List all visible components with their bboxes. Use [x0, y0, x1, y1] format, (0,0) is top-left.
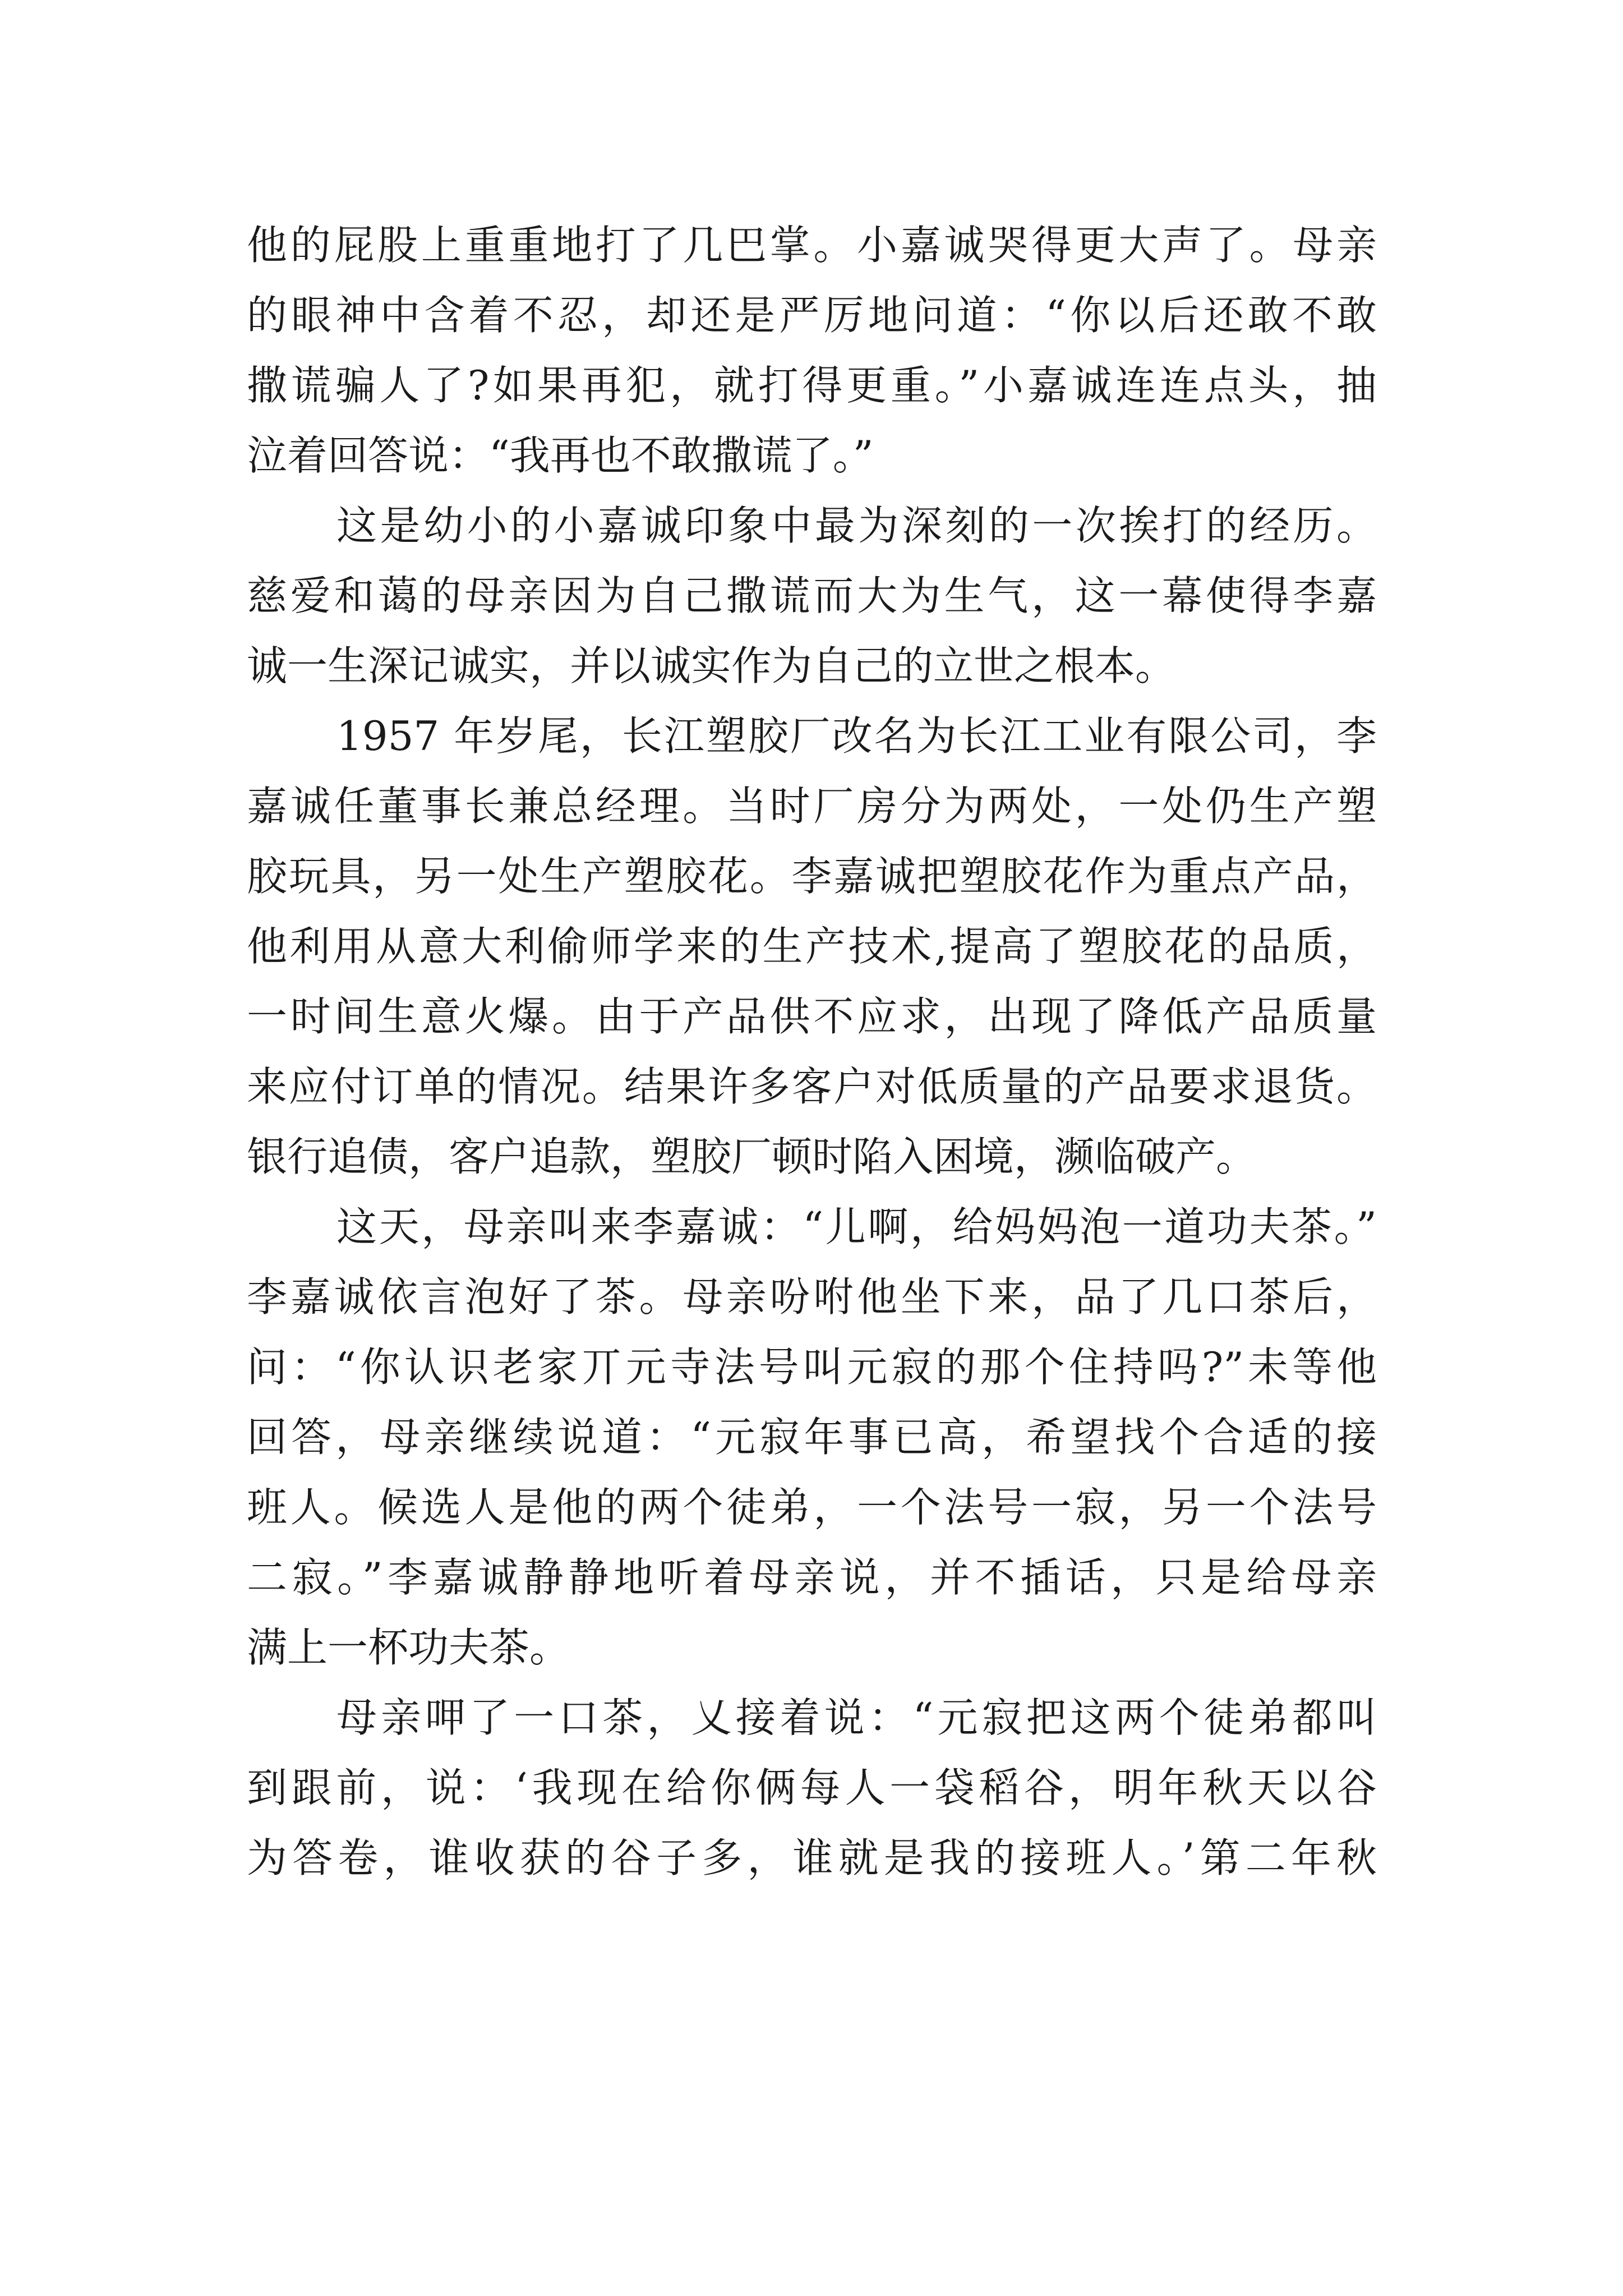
text-line: 银行追债，客户追款，塑胶厂顿时陷入困境，濒临破产。	[247, 1133, 1257, 1180]
text-line: 撒谎骗人了?如果再犯，就打得更重。”小嘉诚连连点头，抽	[247, 362, 1377, 409]
text-line: 泣着回答说：“我再也不敢撒谎了。”	[247, 432, 874, 479]
text-line: 这天，母亲叫来李嘉诚：“儿啊，给妈妈泡一道功夫茶。”	[336, 1203, 1377, 1250]
body-text	[247, 210, 1377, 1893]
text-line: 二寂。”李嘉诚静静地听着母亲说，并不插话，只是给母亲	[247, 1554, 1377, 1601]
text-line: 这是幼小的小嘉诚印象中最为深刻的一次挨打的经历。	[336, 502, 1377, 549]
text-line: 满上一杯功夫茶。	[247, 1624, 570, 1671]
text-line: 班人。候选人是他的两个徒弟，一个法号一寂，另一个法号	[247, 1484, 1377, 1531]
text-line: 1957 年岁尾，长江塑胶厂改名为长江工业有限公司，李	[336, 712, 1377, 760]
text-line: 一时间生意火爆。由于产品供不应求，出现了降低产品质量	[247, 993, 1377, 1040]
text-line: 为答卷，谁收获的谷子多，谁就是我的接班人。’第二年秋	[247, 1834, 1377, 1881]
text-line: 李嘉诚依言泡好了茶。母亲吩咐他坐下来，品了几口茶后，	[247, 1273, 1377, 1320]
text-line: 母亲呷了一口茶，乂接着说：“元寂把这两个徒弟都叫	[336, 1694, 1377, 1741]
text-line: 胶玩具，另一处生产塑胶花。李嘉诚把塑胶花作为重点产品，	[247, 853, 1377, 900]
text-line: 嘉诚任董事长兼总经理。当时厂房分为两处，一处仍生产塑	[247, 783, 1377, 830]
text-line: 诚一生深记诚实，并以诚实作为自己的立世之根本。	[247, 642, 1176, 689]
text-line: 慈爱和蔼的母亲因为自己撒谎而大为生气，这一幕使得李嘉	[247, 572, 1377, 619]
text-line: 到跟前，说：‘我现在给你俩每人一袋稻谷，明年秋天以谷	[247, 1764, 1377, 1811]
text-line: 问：“你认识老家丌元寺法号叫元寂的那个住持吗?”未等他	[247, 1343, 1377, 1391]
text-line: 他利用从意大利偷师学来的生产技术,提高了塑胶花的品质，	[247, 923, 1377, 970]
text-line: 的眼神中含着不忍，却还是严厉地问道：“你以后还敢不敢	[247, 292, 1377, 339]
text-line: 回答，母亲继续说道：“元寂年事已高，希望找个合适的接	[247, 1414, 1377, 1461]
text-line: 他的屁股上重重地打了几巴掌。小嘉诚哭得更大声了。母亲	[247, 222, 1377, 269]
text-line: 来应付订单的情况。结果许多客户对低质量的产品要求退货。	[247, 1063, 1377, 1110]
